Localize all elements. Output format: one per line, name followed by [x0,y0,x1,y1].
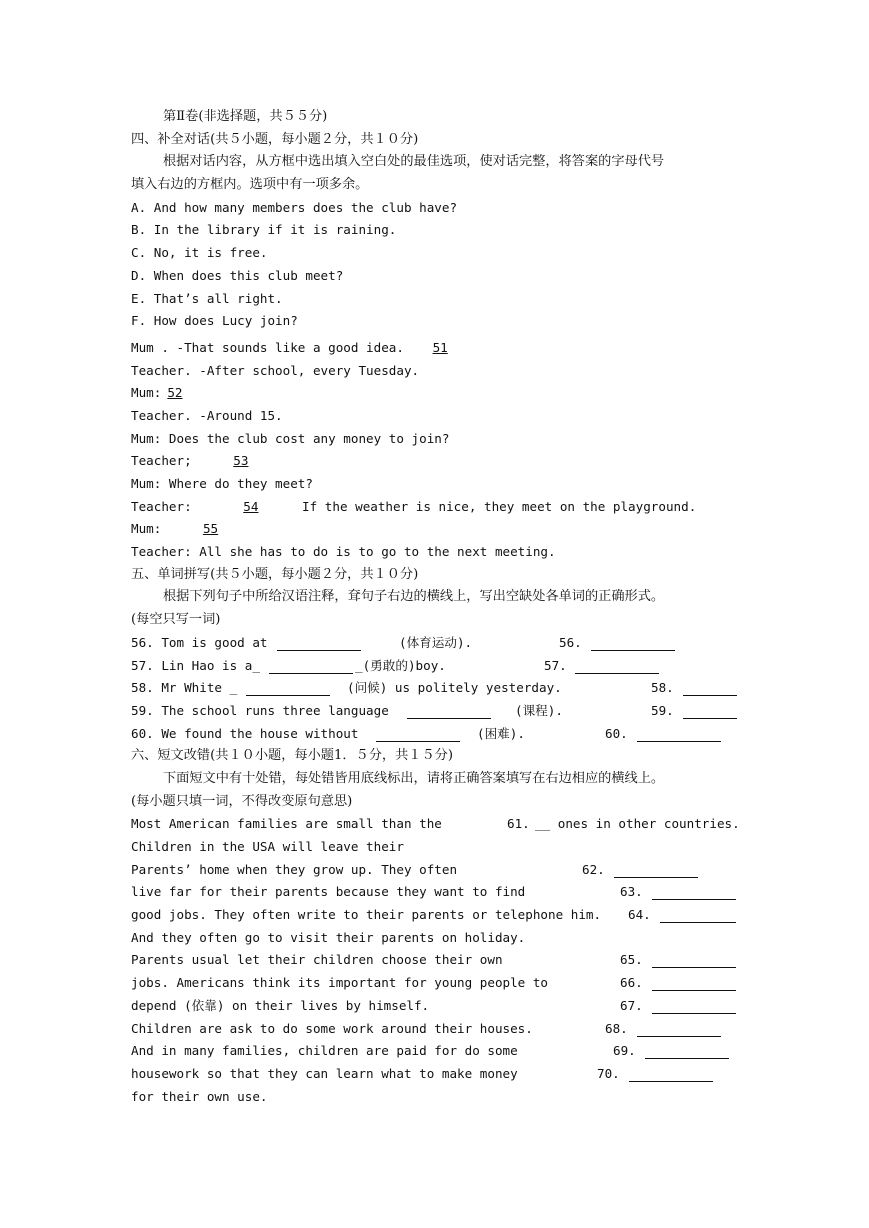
exam-document [131,106,741,1108]
proofread-line-69: And in many families, children are paid for do some 69. [131,1040,741,1063]
option-f: F. How does Lucy join? [131,313,298,329]
option-d: D. When does this club meet? [131,267,344,283]
option-c: C. No, it is free. [131,245,268,261]
spelling-item-59: 59. The school runs three language (课程). 59. [131,700,741,723]
dialog-text: Mum . -That sounds like a good idea. [131,339,404,355]
proofread-line-61: Most American families are small than the 61. __ ones in other countries. [131,816,740,832]
answer-blank-54: 54 [243,498,259,514]
proofread-line-62: Parents’ home when they grow up. They often 62. [131,859,741,882]
answer-line-56[interactable] [591,635,675,651]
option-a: A. And how many members does the club have? [131,199,458,215]
speaker: Mum: [131,521,162,537]
speaker: Teacher; [131,453,192,469]
option-e: E. That’s all right. [131,290,283,306]
answer-blank-53: 53 [233,453,249,469]
sec6-instructions-2: (每小题只填一词，不得改变原句意思) [131,793,353,809]
sec4-title: 四、补全对话(共５小题，每小题２分，共１０分) [131,131,419,147]
proofread-line-68: Children are ask to do some work around their houses. 68. [131,1018,741,1041]
answer-line-65[interactable] [652,952,736,968]
dialog-line-7: Mum: Where do they meet? [131,476,313,491]
sec5-instructions-1: 根据下列句子中所给汉语注释，耷句子右边的横线上，写出空缺处各单词的正确形式。 [163,589,665,605]
inline-blank [376,726,460,742]
answer-line-64[interactable] [660,907,736,923]
inline-blank [246,680,330,696]
proofread-line-65: Parents usual let their children choose their own 65. [131,949,741,972]
inline-blank [407,703,491,719]
proofread-line: And they often go to visit their parents on holiday. [131,929,526,945]
spelling-item-60: 60. We found the house without (困难). 60. [131,723,741,746]
answer-line-60[interactable] [637,726,721,742]
spelling-item-58: 58. Mr White _ (问候) us politely yesterday. 58. [131,677,741,700]
sec4-instructions-2: 填入右边的方框内。选项中有一项多余。 [131,177,369,193]
sec6-instructions-1: 下面短文中有十处错，每处错皆用底线标出，请将正确答案填写在右边相应的横线上。 [163,770,665,786]
dialog-line-9 [131,518,741,541]
sec4-instructions-1: 根据对话内容，从方框中选出填入空白处的最佳选项，使对话完整，将答案的字母代号 [163,154,665,170]
answer-line-67[interactable] [652,998,736,1014]
answer-blank-52: 52 [167,385,183,401]
answer-line-70[interactable] [629,1066,713,1082]
sec6-title: 六、短文改错(共１０小题，每小题1．５分，共１５分) [131,748,453,764]
proofread-line-67: depend (依靠) on their lives by himself. 67. [131,995,741,1018]
inline-blank [277,635,361,651]
dialog-text: If the weather is nice, they meet on the playground. [302,498,697,514]
answer-line-68[interactable] [637,1021,721,1037]
sec5-title: 五、单词拼写(共５小题，每小题２分，共１０分) [131,566,419,582]
proofread-line-66: jobs. Americans think its important for young people to 66. [131,972,741,995]
speaker: Mum: [131,385,162,401]
sec5-instructions-2: (每空只写一词) [131,612,221,628]
dialog-line-6 [131,450,741,473]
proofread-line: for their own use. [131,1088,268,1104]
proofread-line: Children in the USA will leave their [131,839,404,854]
dialog-line-5: Mum: Does the club cost any money to join? [131,430,450,446]
answer-line-58[interactable] [683,680,737,696]
answer-line-66[interactable] [652,975,736,991]
dialog-line-1 [131,337,741,360]
part2-title: 第Ⅱ卷(非选择题，共５５分) [163,109,328,124]
answer-blank-51: 51 [432,339,448,355]
answer-line-59[interactable] [683,703,737,719]
dialog-line-4: Teacher. -Around 15. [131,407,283,423]
option-b: B. In the library if it is raining. [131,222,397,238]
answer-blank-55: 55 [202,521,219,537]
proofread-line-70: housework so that they can learn what to make money 70. [131,1063,741,1086]
inline-blank [269,658,353,674]
proofread-line-63: live far for their parents because they want to find 63. [131,881,741,904]
dialog-line-3 [131,382,741,405]
answer-line-69[interactable] [645,1043,729,1059]
dialog-line-2: Teacher. -After school, every Tuesday. [131,362,420,378]
speaker: Teacher: [131,498,192,514]
answer-line-62[interactable] [614,862,698,878]
answer-line-63[interactable] [652,884,736,900]
proofread-line-64: good jobs. They often write to their parents or telephone him. 64. [131,904,741,927]
dialog-line-8 [131,496,741,519]
answer-line-57[interactable] [575,658,659,674]
spelling-item-56: 56. Tom is good at (体育运动). 56. [131,632,741,655]
spelling-item-57: 57. Lin Hao is a_ _(勇敢的)boy. 57. [131,655,741,678]
dialog-line-10: Teacher: All she has to do is to go to the next meeting. [131,544,556,560]
